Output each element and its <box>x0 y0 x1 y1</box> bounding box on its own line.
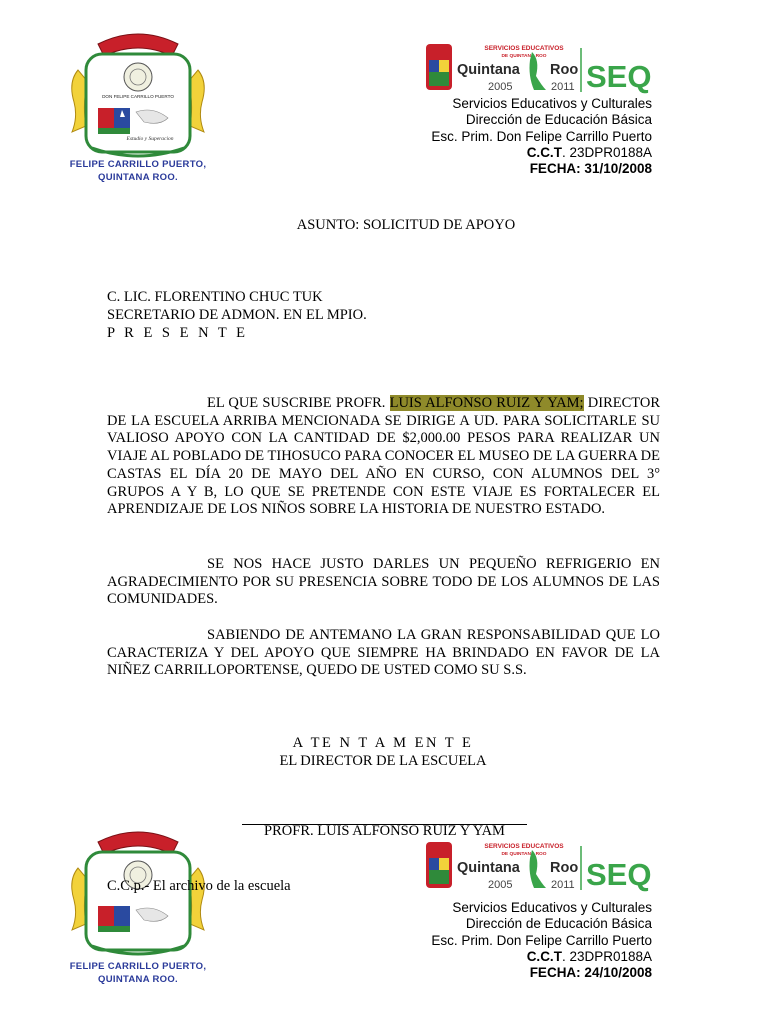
seq-state-word2: Roo <box>550 62 579 78</box>
school-caption-city-footer: FELIPE CARRILLO PUERTO, <box>69 961 207 972</box>
school-caption <box>58 158 218 184</box>
seq-tagline-1-footer: SERVICIOS EDUCATIVOS <box>484 843 564 850</box>
seq-year-end: 2011 <box>551 81 575 93</box>
school-shield-logo-footer <box>68 820 208 970</box>
seq-year-start-footer: 2005 <box>488 879 513 891</box>
footer-cct-value: . 23DPR0188A <box>561 948 652 964</box>
seq-state-word1: Quintana <box>457 62 520 78</box>
header-fecha <box>431 161 652 177</box>
p3-text: SABIENDO DE ANTEMANO LA GRAN RESPONSABILIDAD QUE LO CARACTERIZA Y DEL APOYO QUE SIEMPRE HA BRINDADO EN FAVOR DE LA NIÑEZ CARRILLOPORTENSE, QUEDO DE USTED COMO SU S.S. <box>107 627 660 679</box>
header-cct <box>431 145 652 161</box>
p2-text: SE NOS HACE JUSTO DARLES UN PEQUEÑO REFRIGERIO EN AGRADECIMIENTO POR SU PRESENCIA SOBRE TODO DE LOS ALUMNOS DE LAS COMUNIDADES. <box>107 556 660 608</box>
addressee-title: SECRETARIO DE ADMON. EN EL MPIO. <box>107 307 367 323</box>
p1-rest: DIRECTOR DE LA ESCUELA ARRIBA MENCIONADA SE DIRIGE A UD. PARA SOLICITARLE SU VALIOSO APOYO CON LA CANTIDAD DE $2,000.00 PESOS PARA REALIZAR UN VIAJE AL POBLADO DE TIHOSUCO PARA CONOCER EL MUSEO DE LA GUERRA DE CASTAS EL DÍA 20 DE MAYO DEL AÑO EN CURSO, CON ALUMNOS DEL 3° GRUPOS A Y B, LO QUE SE PRETENDE CON ESTE VIAJE ES FORTALECER EL APRENDIZAJE DE LOS NIÑOS SOBRE LA HISTORIA DE NUESTRO ESTADO. <box>107 395 661 518</box>
highlighted-director-name: LUIS ALFONSO RUIZ Y YAM; <box>389 395 584 411</box>
ccp-line: C.C.p.- El archivo de la escuela <box>107 878 291 894</box>
shield-ribbon-text: DON FELIPE CARRILLO PUERTO <box>102 94 174 99</box>
seq-state-word1-footer: Quintana <box>457 860 520 876</box>
school-caption-city: FELIPE CARRILLO PUERTO, <box>69 159 207 170</box>
seq-tagline-1: SERVICIOS EDUCATIVOS <box>484 45 564 52</box>
header-cct-value: . 23DPR0188A <box>561 144 652 160</box>
header-info-line: Dirección de Educación Básica <box>465 112 652 128</box>
seq-logo <box>424 40 654 96</box>
addressee-name: C. LIC. FLORENTINO CHUC TUK <box>107 289 323 305</box>
addressee-block <box>107 288 367 342</box>
signer-name: PROFR. LUIS ALFONSO RUIZ Y YAM <box>264 823 505 839</box>
school-shield-logo <box>68 22 208 172</box>
body-paragraph-1 <box>107 395 660 519</box>
shield-motto-text: Estudio y Superacion <box>126 136 174 142</box>
seq-tagline-2: DE QUINTANA ROO <box>501 54 547 59</box>
seq-logo-footer <box>424 838 654 894</box>
seq-state-word2-footer: Roo <box>550 860 579 876</box>
header-cct-label: C.C.T <box>526 144 562 160</box>
header-info-line: Esc. Prim. Don Felipe Carrillo Puerto <box>431 128 652 144</box>
footer-cct <box>431 949 652 965</box>
subject-line: ASUNTO: SOLICITUD DE APOYO <box>296 217 516 233</box>
closing-role: EL DIRECTOR DE LA ESCUELA <box>279 753 487 769</box>
footer-cct-label: C.C.T <box>526 948 562 964</box>
body-paragraph-2 <box>107 556 660 609</box>
seq-acronym-footer: SEQ <box>586 857 652 892</box>
body-paragraph-3 <box>107 627 660 680</box>
header-info-block <box>431 96 652 177</box>
header-info-line: Servicios Educativos y Culturales <box>452 96 652 111</box>
footer-fecha <box>431 965 652 981</box>
footer-info-line: Servicios Educativos y Culturales <box>452 900 652 915</box>
school-caption-footer <box>58 960 218 986</box>
p1-lead: EL QUE SUSCRIBE PROFR. <box>207 395 386 411</box>
seq-acronym: SEQ <box>586 59 652 94</box>
footer-info-line: Dirección de Educación Básica <box>465 916 652 932</box>
school-caption-state-footer: QUINTANA ROO. <box>98 974 178 985</box>
seq-year-end-footer: 2011 <box>551 879 575 891</box>
closing-block <box>0 734 766 770</box>
footer-info-line: Esc. Prim. Don Felipe Carrillo Puerto <box>431 932 652 948</box>
footer-info-block <box>431 900 652 981</box>
closing-atentamente: A TE N T A M EN T E <box>292 735 474 751</box>
header-fecha-text: FECHA: 31/10/2008 <box>529 161 652 177</box>
addressee-presente: P R E S E N T E <box>107 325 249 341</box>
footer-fecha-text: FECHA: 24/10/2008 <box>529 965 652 981</box>
seq-year-start: 2005 <box>488 81 513 93</box>
seq-tagline-2-footer: DE QUINTANA ROO <box>501 852 547 857</box>
school-caption-state: QUINTANA ROO. <box>98 172 178 183</box>
